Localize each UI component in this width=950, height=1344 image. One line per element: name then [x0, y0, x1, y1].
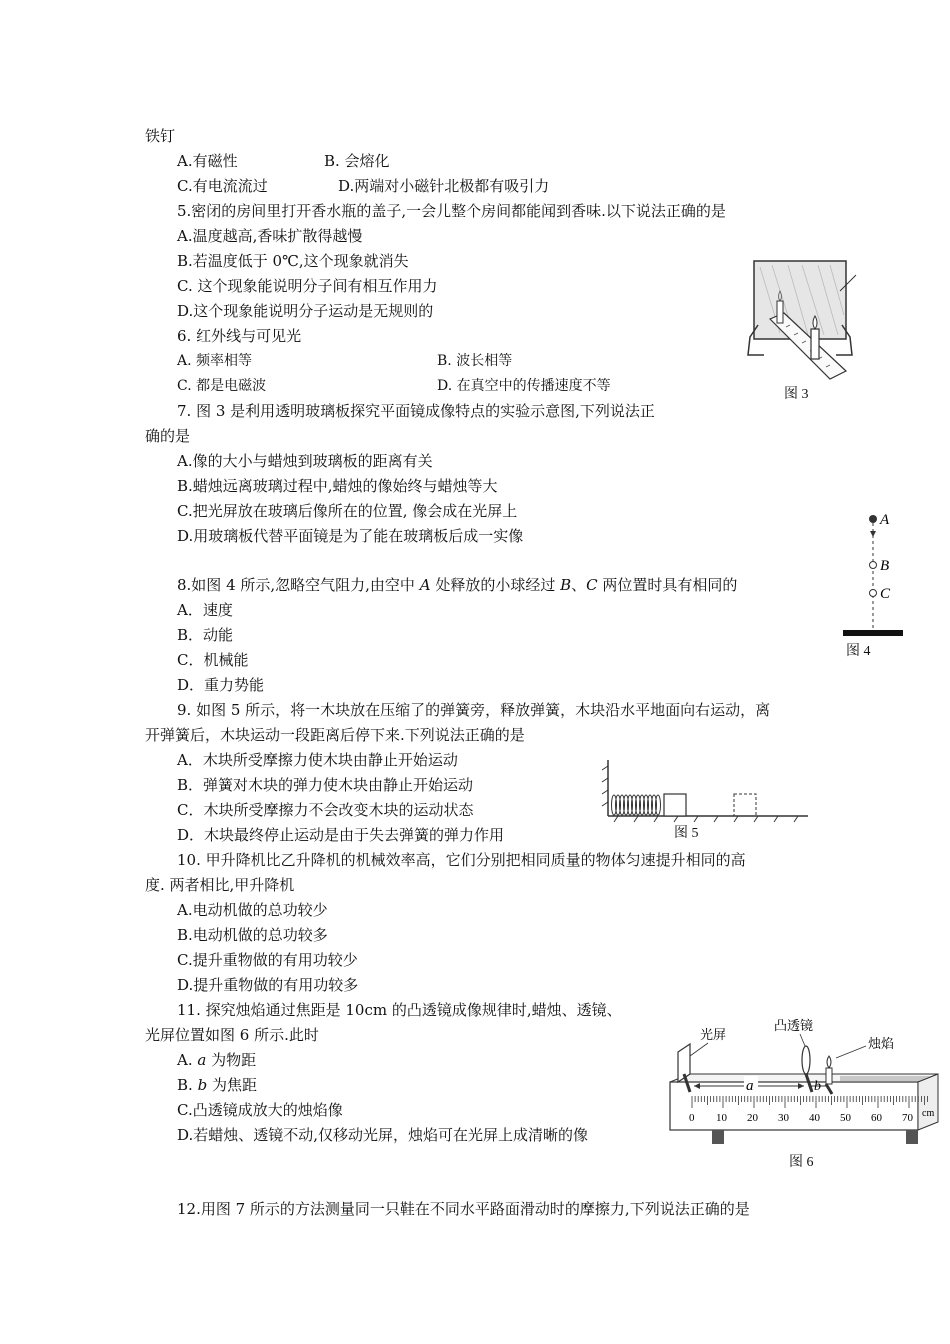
figure-6-caption: 图 6 — [789, 1155, 814, 1170]
figure-6 — [660, 1012, 950, 1152]
ground-hatch — [614, 816, 798, 822]
q11-a-prefix: A. — [177, 1051, 198, 1069]
q4-option-a: A.有磁性 — [177, 152, 238, 170]
label-c: C — [880, 586, 891, 602]
position-c-marker — [870, 590, 877, 597]
q11-b-suffix: 为焦距 — [207, 1076, 257, 1094]
q6-option-c: C. 都是电磁波 — [177, 378, 267, 394]
figure-5 — [598, 756, 818, 826]
figure-3-caption: 图 3 — [784, 387, 809, 402]
q5-option-b: B.若温度低于 0℃,这个现象就消失 — [177, 252, 409, 270]
q10-stem-line1: 10. 甲升降机比乙升降机的机械效率高，它们分别把相同质量的物体匀速提升相同的高 — [177, 851, 746, 869]
distance-b-label: b — [814, 1079, 821, 1094]
q8-stem-pre: 8.如图 4 所示,忽略空气阻力,由空中 — [177, 576, 420, 594]
wall-hatch — [602, 766, 608, 806]
q8-point-c: C — [586, 576, 598, 594]
q6-option-d: D. 在真空中的传播速度不等 — [437, 378, 611, 394]
q8-stem-post: 两位置时具有相同的 — [597, 576, 738, 594]
q8-option-b: B．动能 — [177, 626, 234, 644]
q8-point-a: A — [419, 576, 431, 594]
compressed-spring — [612, 795, 661, 815]
ball-at-a — [869, 515, 877, 523]
q7-option-a: A.像的大小与蜡烛到玻璃板的距离有关 — [177, 452, 433, 470]
q4-option-c: C.有电流流过 — [177, 177, 268, 195]
q4-option-b: B. 会熔化 — [324, 152, 390, 170]
q11-stem-line2: 光屏位置如图 6 所示.此时 — [145, 1026, 319, 1044]
wood-block — [664, 794, 686, 816]
q6-stem: 6. 红外线与可见光 — [177, 327, 302, 345]
q8-stem — [177, 575, 737, 595]
tick-label-30: 30 — [778, 1112, 789, 1124]
q10-option-c: C.提升重物做的有用功较少 — [177, 951, 358, 969]
distance-a-label: a — [746, 1078, 754, 1094]
label-a: A — [880, 512, 890, 528]
figure-5-caption: 图 5 — [674, 826, 699, 841]
lens-label-pointer — [800, 1034, 805, 1046]
tick-label-20: 20 — [747, 1112, 758, 1124]
q10-option-d: D.提升重物做的有用功较多 — [177, 976, 359, 994]
screen-label: 光屏 — [700, 1027, 727, 1042]
q6-option-a: A. 频率相等 — [177, 353, 253, 369]
q12-stem: 12.用图 7 所示的方法测量同一只鞋在不同水平路面滑动时的摩擦力,下列说法正确的是 — [177, 1200, 750, 1218]
tick-label-50: 50 — [840, 1112, 851, 1124]
arrow-head — [870, 531, 876, 537]
tick-label-70: 70 — [902, 1112, 913, 1124]
q11-option-a — [177, 1050, 256, 1070]
tick-label-60: 60 — [871, 1112, 882, 1124]
q7-stem-line2: 确的是 — [145, 427, 191, 445]
q10-option-a: A.电动机做的总功较少 — [177, 901, 328, 919]
q7-option-d: D.用玻璃板代替平面镜是为了能在玻璃板后成一实像 — [177, 527, 524, 545]
q11-b-variable: b — [197, 1076, 208, 1094]
tick-label-40: 40 — [809, 1112, 820, 1124]
flame-label-pointer — [836, 1046, 866, 1058]
q9-option-d: D．木块最终停止运动是由于失去弹簧的弹力作用 — [177, 826, 505, 844]
ground-bar — [843, 630, 903, 636]
q9-option-a: A．木块所受摩擦力使木块由静止开始运动 — [177, 751, 458, 769]
position-b-marker — [870, 562, 877, 569]
q7-option-c: C.把光屏放在玻璃后像所在的位置, 像会成在光屏上 — [177, 502, 518, 520]
q8-option-a: A．速度 — [177, 601, 233, 619]
q11-option-b — [177, 1075, 257, 1095]
q5-option-d: D.这个现象能说明分子运动是无规则的 — [177, 302, 434, 320]
label-b: B — [880, 558, 890, 574]
q10-stem-line2: 度. 两者相比,甲升降机 — [145, 876, 295, 894]
q11-option-d: D.若蜡烛、透镜不动,仅移动光屏，烛焰可在光屏上成清晰的像 — [177, 1126, 589, 1144]
q4-stem-tail: 铁钉 — [145, 127, 176, 145]
q11-a-variable: a — [197, 1051, 207, 1069]
q8-sep: 、 — [571, 576, 587, 594]
bench-rail-shade — [840, 1076, 930, 1081]
bench-foot-right — [906, 1130, 918, 1144]
q6-option-b: B. 波长相等 — [437, 353, 513, 369]
block-final-position — [734, 794, 756, 816]
q9-option-b: B．弹簧对木块的弹力使木块由静止开始运动 — [177, 776, 474, 794]
q9-stem-line2: 开弹簧后，木块运动一段距离后停下来.下列说法正确的是 — [145, 726, 525, 744]
q8-stem-mid: 处释放的小球经过 — [430, 576, 561, 594]
q8-option-d: D．重力势能 — [177, 676, 265, 694]
figure-4-caption: 图 4 — [846, 644, 871, 659]
q9-stem-line1: 9. 如图 5 所示，将一木块放在压缩了的弹簧旁，释放弹簧，木块沿水平地面向右运动，离 — [177, 701, 771, 719]
q11-option-c: C.凸透镜成放大的烛焰像 — [177, 1101, 343, 1119]
figure-3 — [740, 255, 860, 385]
q4-option-d: D.两端对小磁针北极都有吸引力 — [338, 177, 550, 195]
q11-stem-line1: 11. 探究烛焰通过焦距是 10cm 的凸透镜成像规律时,蜡烛、透镜、 — [177, 1001, 622, 1019]
lens-label: 凸透镜 — [774, 1018, 814, 1033]
q11-a-suffix: 为物距 — [206, 1051, 257, 1069]
q8-point-b: B — [560, 576, 572, 594]
q9-option-c: C．木块所受摩擦力不会改变木块的运动状态 — [177, 801, 474, 819]
q5-option-c: C. 这个现象能说明分子间有相互作用力 — [177, 277, 438, 295]
tick-label-0: 0 — [689, 1112, 695, 1124]
q7-option-b: B.蜡烛远离玻璃过程中,蜡烛的像始终与蜡烛等大 — [177, 477, 498, 495]
q5-stem: 5.密闭的房间里打开香水瓶的盖子,一会儿整个房间都能闻到香味.以下说法正确的是 — [177, 202, 726, 220]
q5-option-a: A.温度越高,香味扩散得越慢 — [177, 227, 363, 245]
bench-foot-left — [712, 1130, 724, 1144]
q7-stem-line1: 7. 图 3 是利用透明玻璃板探究平面镜成像特点的实验示意图,下列说法正 — [177, 402, 655, 420]
figure-4 — [840, 505, 920, 645]
tick-label-10: 10 — [716, 1112, 727, 1124]
q8-option-c: C．机械能 — [177, 651, 249, 669]
q10-option-b: B.电动机做的总功较多 — [177, 926, 328, 944]
flame-label: 烛焰 — [868, 1036, 895, 1051]
unit-label: cm — [922, 1108, 935, 1119]
q11-b-prefix: B. — [177, 1076, 198, 1094]
screen-label-pointer — [690, 1043, 708, 1056]
